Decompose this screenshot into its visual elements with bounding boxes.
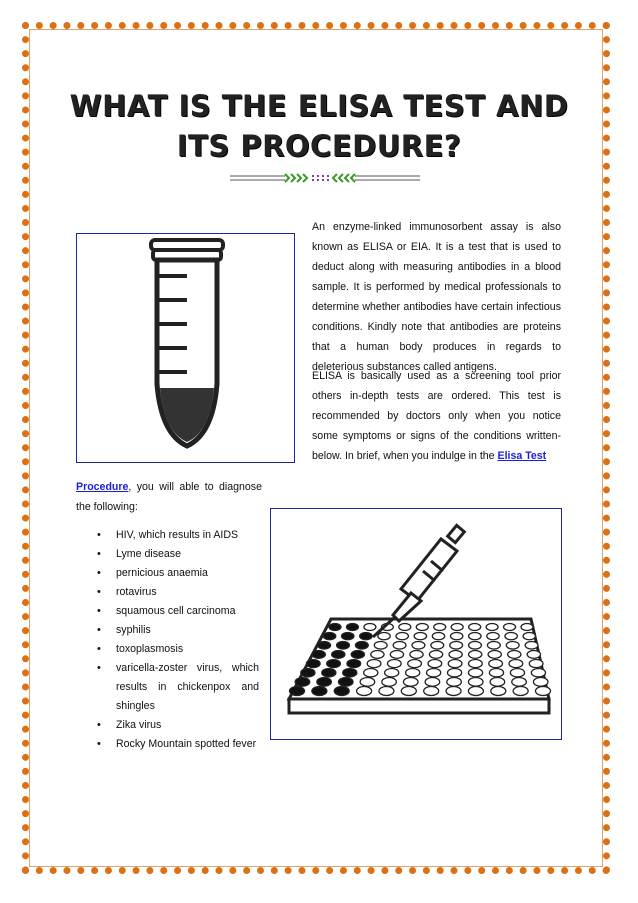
well	[432, 633, 444, 640]
well	[425, 678, 440, 687]
well	[521, 624, 533, 631]
well	[312, 651, 325, 659]
well	[468, 678, 483, 687]
well	[487, 642, 500, 650]
well	[334, 687, 349, 696]
well	[448, 660, 462, 668]
well	[491, 687, 506, 696]
well	[447, 678, 462, 687]
well	[529, 660, 543, 668]
well	[512, 678, 527, 687]
pipette-plate-icon	[271, 509, 560, 738]
well	[346, 624, 358, 631]
well	[509, 660, 523, 668]
well	[450, 633, 462, 640]
well	[312, 687, 327, 696]
well	[427, 669, 441, 677]
well	[317, 678, 332, 687]
well	[347, 660, 361, 668]
well	[469, 624, 481, 631]
well	[468, 669, 482, 677]
intro-paragraph: An enzyme-linked immunosorbent assay is also known as ELISA or EIA. It is a test that is used to deduct along with measuring antibodies in a blood sample. It is performed by medical professionals to determine whether antibodies have certain infectious conditions. Kindly note that antibodies are proteins that a human body produces in regards to deleterious substances called antigens.	[312, 221, 561, 373]
well	[318, 642, 331, 650]
well	[486, 624, 498, 631]
procedure-link[interactable]: Procedure	[76, 481, 129, 493]
well	[295, 678, 310, 687]
list-item: • syphilis	[97, 621, 259, 640]
well	[360, 678, 375, 687]
well	[431, 642, 444, 650]
title-divider	[230, 170, 420, 186]
test-tube-image	[76, 233, 295, 463]
screening-text: ELISA is basically used as a screening tool prior others in-depth tests are ordered. This test is recommended by doctors only when you notice some symptoms or signs of the conditions written-below. In brief, when you indulge in the	[312, 370, 561, 462]
well	[469, 651, 482, 659]
list-item: • toxoplasmosis	[97, 640, 259, 659]
well	[332, 651, 345, 659]
well	[446, 687, 461, 696]
well	[290, 687, 305, 696]
well	[468, 687, 483, 696]
well	[382, 678, 397, 687]
well	[504, 624, 516, 631]
well	[343, 669, 357, 677]
well	[414, 633, 426, 640]
procedure-paragraph	[76, 477, 262, 517]
well	[429, 651, 442, 659]
well	[323, 633, 335, 640]
well	[531, 669, 545, 677]
well	[306, 660, 320, 668]
list-item: • Lyme disease	[97, 545, 259, 564]
well	[434, 624, 446, 631]
well	[396, 633, 408, 640]
well	[489, 660, 503, 668]
well	[489, 669, 503, 677]
well	[367, 660, 381, 668]
pipette-plate-image	[270, 508, 562, 740]
well	[378, 633, 390, 640]
conditions-list	[97, 526, 259, 754]
well	[403, 678, 418, 687]
well	[536, 687, 551, 696]
well	[364, 669, 378, 677]
well	[424, 687, 439, 696]
well	[451, 624, 463, 631]
well	[469, 633, 481, 640]
list-item: • rotavirus	[97, 583, 259, 602]
well	[527, 651, 540, 659]
well	[523, 633, 535, 640]
well	[506, 642, 519, 650]
well	[338, 678, 353, 687]
page-title: WHAT IS THE ELISA TEST AND ITS PROCEDURE?	[69, 89, 569, 163]
well	[533, 678, 548, 687]
list-item: • squamous cell carcinoma	[97, 602, 259, 621]
well	[510, 669, 524, 677]
procedure-text: , you will able to diagnose the following:	[76, 481, 262, 513]
test-tube-icon	[77, 234, 293, 461]
well	[360, 633, 372, 640]
well	[408, 660, 422, 668]
list-item: • Zika virus	[97, 716, 259, 735]
well	[322, 669, 336, 677]
well	[337, 642, 350, 650]
well	[469, 660, 483, 668]
elisa-test-link[interactable]: Elisa Test	[497, 450, 547, 462]
list-item: • HIV, which results in AIDS	[97, 526, 259, 545]
well	[357, 687, 372, 696]
well	[342, 633, 354, 640]
well	[450, 642, 463, 650]
well	[449, 651, 462, 659]
well	[412, 642, 425, 650]
well	[364, 624, 376, 631]
well	[301, 669, 315, 677]
well	[329, 624, 341, 631]
well	[508, 651, 521, 659]
well	[416, 624, 428, 631]
well	[410, 651, 423, 659]
well	[374, 642, 387, 650]
well	[385, 669, 399, 677]
well	[387, 660, 401, 668]
well	[513, 687, 528, 696]
list-item: • pernicious anaemia	[97, 564, 259, 583]
well	[469, 642, 482, 650]
well	[490, 678, 505, 687]
well	[406, 669, 420, 677]
well	[351, 651, 364, 659]
well	[505, 633, 517, 640]
well	[487, 633, 499, 640]
list-item: • Rocky Mountain spotted fever	[97, 735, 259, 754]
well	[525, 642, 538, 650]
well	[355, 642, 368, 650]
well	[401, 687, 416, 696]
screening-paragraph	[312, 366, 561, 466]
well	[390, 651, 403, 659]
well	[327, 660, 341, 668]
well	[393, 642, 406, 650]
well	[399, 624, 411, 631]
list-item: • varicella-zoster virus, which results in chickenpox and shingles	[97, 659, 259, 716]
well	[379, 687, 394, 696]
well	[371, 651, 384, 659]
well	[448, 669, 462, 677]
well	[488, 651, 501, 659]
well	[428, 660, 442, 668]
